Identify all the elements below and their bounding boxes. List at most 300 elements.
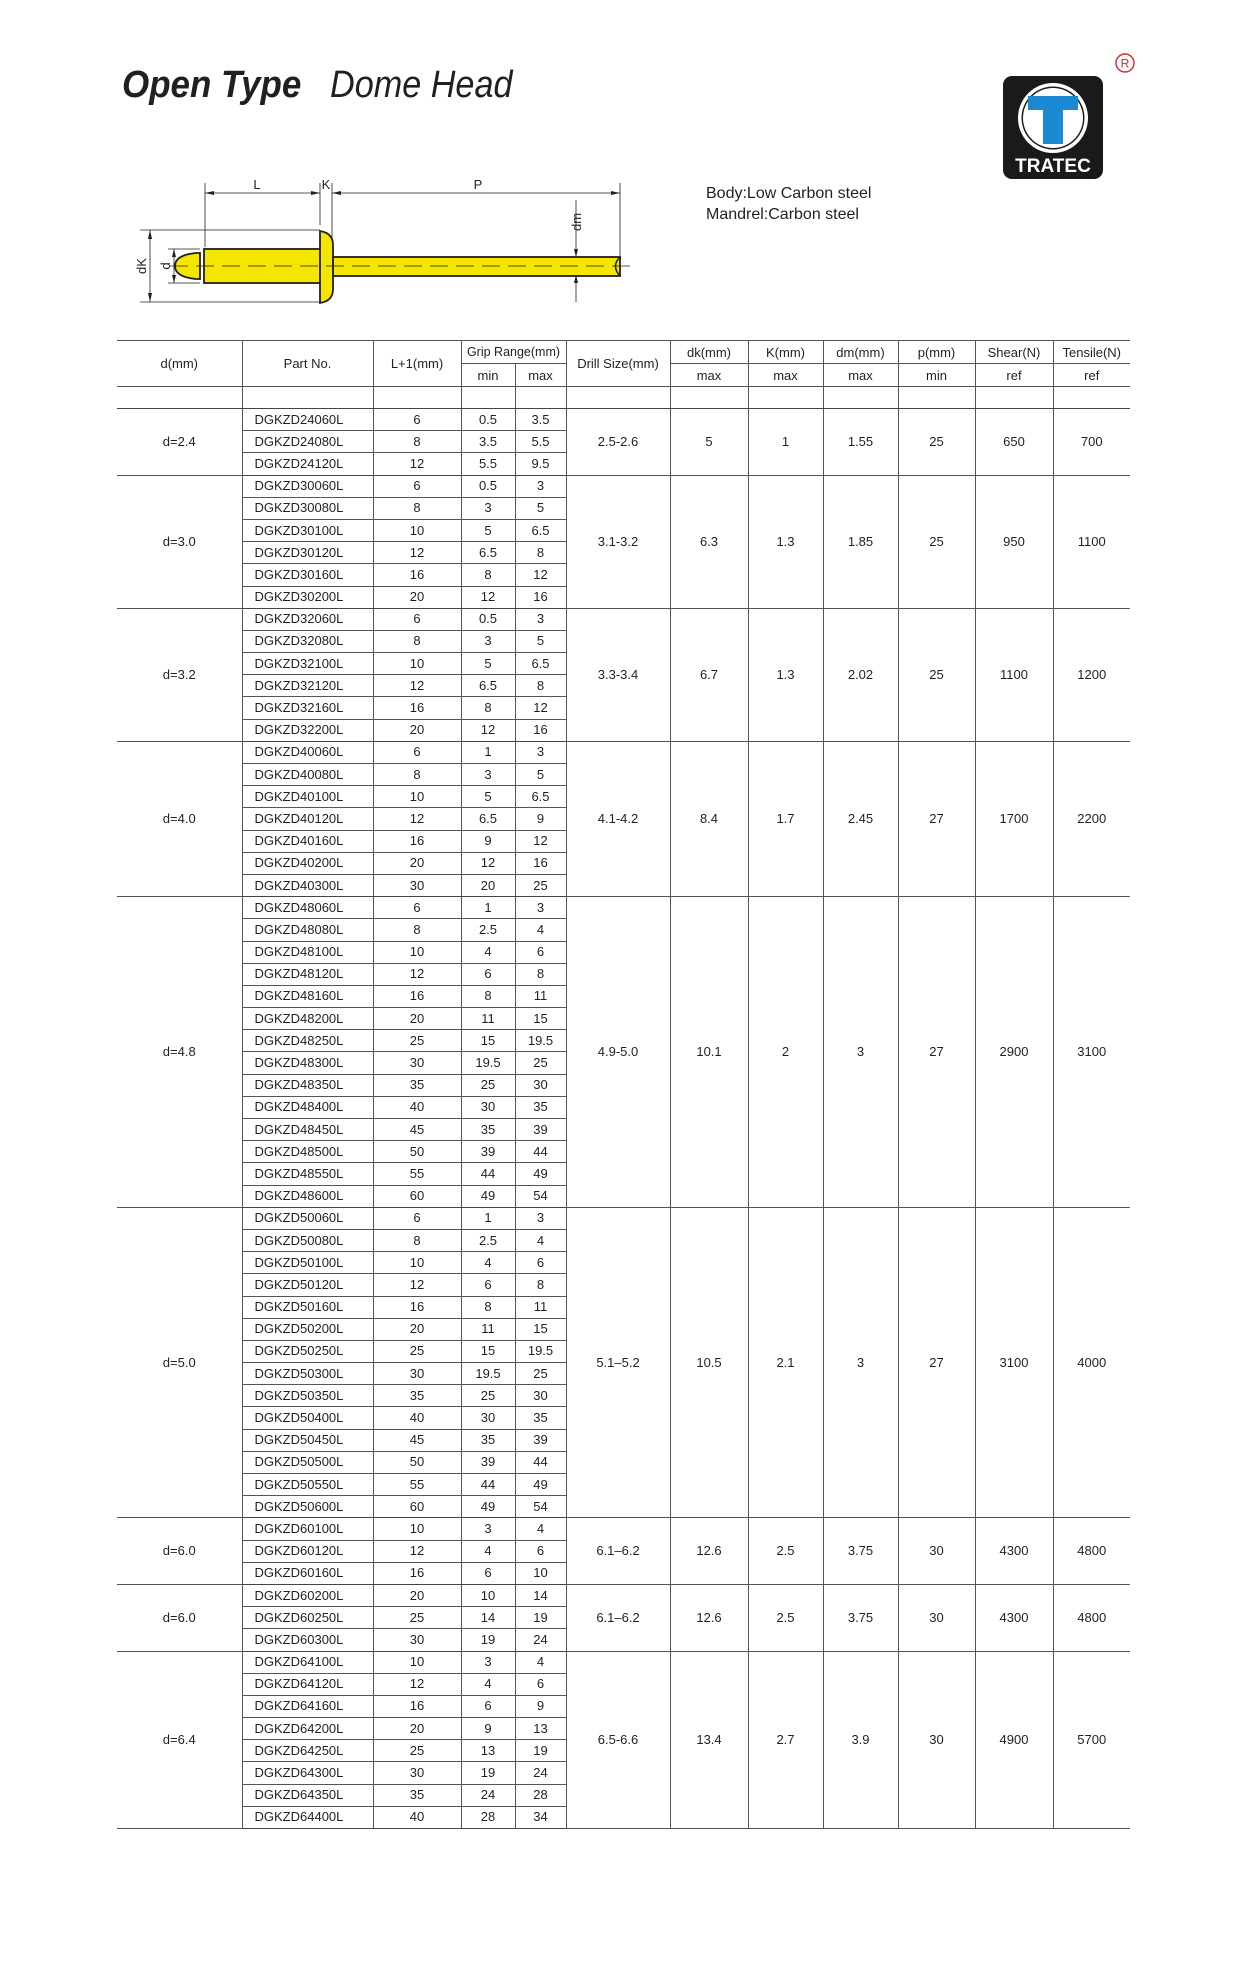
dk-cell: 12.6 — [670, 1584, 748, 1651]
drill-size-cell: 2.5-2.6 — [566, 409, 670, 476]
grip-min-cell: 2.5 — [461, 1229, 515, 1251]
length-cell: 20 — [373, 586, 461, 608]
k-cell: 1.3 — [748, 475, 823, 608]
grip-min-cell: 8 — [461, 564, 515, 586]
grip-min-cell: 5 — [461, 519, 515, 541]
grip-min-cell: 15 — [461, 1030, 515, 1052]
length-cell: 55 — [373, 1474, 461, 1496]
header-p: p(mm) — [898, 341, 975, 364]
grip-min-cell: 19 — [461, 1629, 515, 1651]
part-no-cell: DGKZD60160L — [242, 1562, 373, 1584]
grip-min-cell: 44 — [461, 1163, 515, 1185]
label-dk: dK — [134, 258, 149, 274]
length-cell: 8 — [373, 764, 461, 786]
label-l: L — [253, 177, 261, 192]
grip-min-cell: 6 — [461, 1695, 515, 1717]
part-no-cell: DGKZD50600L — [242, 1496, 373, 1518]
length-cell: 10 — [373, 519, 461, 541]
part-no-cell: DGKZD32080L — [242, 630, 373, 652]
grip-max-cell: 25 — [515, 1052, 566, 1074]
grip-min-cell: 4 — [461, 1673, 515, 1695]
part-no-cell: DGKZD30120L — [242, 542, 373, 564]
part-no-cell: DGKZD30100L — [242, 519, 373, 541]
materials-spec — [706, 183, 871, 225]
grip-min-cell: 19 — [461, 1762, 515, 1784]
registered-mark-text: R — [1120, 56, 1130, 71]
grip-max-cell: 6.5 — [515, 653, 566, 675]
grip-min-cell: 14 — [461, 1607, 515, 1629]
grip-min-cell: 5 — [461, 786, 515, 808]
header-k-max: max — [748, 364, 823, 387]
grip-min-cell: 6 — [461, 1274, 515, 1296]
grip-min-cell: 35 — [461, 1119, 515, 1141]
grip-min-cell: 25 — [461, 1385, 515, 1407]
part-no-cell: DGKZD50350L — [242, 1385, 373, 1407]
length-cell: 20 — [373, 1718, 461, 1740]
length-cell: 8 — [373, 431, 461, 453]
tratec-logo — [1003, 76, 1103, 179]
dm-cell: 2.02 — [823, 608, 898, 741]
dk-cell: 6.3 — [670, 475, 748, 608]
grip-max-cell: 5.5 — [515, 431, 566, 453]
tensile-cell: 4800 — [1053, 1518, 1130, 1585]
p-cell: 25 — [898, 475, 975, 608]
dm-cell: 2.45 — [823, 741, 898, 896]
grip-max-cell: 49 — [515, 1474, 566, 1496]
drill-size-cell: 3.1-3.2 — [566, 475, 670, 608]
part-no-cell: DGKZD50080L — [242, 1229, 373, 1251]
k-cell: 2 — [748, 897, 823, 1208]
length-cell: 12 — [373, 542, 461, 564]
dm-cell: 3 — [823, 897, 898, 1208]
grip-max-cell: 30 — [515, 1074, 566, 1096]
grip-max-cell: 6 — [515, 1540, 566, 1562]
grip-min-cell: 44 — [461, 1474, 515, 1496]
part-no-cell: DGKZD50120L — [242, 1274, 373, 1296]
grip-min-cell: 30 — [461, 1407, 515, 1429]
length-cell: 55 — [373, 1163, 461, 1185]
length-cell: 20 — [373, 1008, 461, 1030]
grip-max-cell: 11 — [515, 1296, 566, 1318]
length-cell: 6 — [373, 608, 461, 630]
diameter-cell: d=2.4 — [117, 409, 242, 476]
length-cell: 10 — [373, 653, 461, 675]
part-no-cell: DGKZD50250L — [242, 1340, 373, 1362]
header-dm: dm(mm) — [823, 341, 898, 364]
grip-min-cell: 11 — [461, 1008, 515, 1030]
grip-max-cell: 8 — [515, 1274, 566, 1296]
diameter-cell: d=6.4 — [117, 1651, 242, 1829]
blank-row — [117, 387, 1130, 409]
grip-max-cell: 16 — [515, 586, 566, 608]
length-cell: 45 — [373, 1429, 461, 1451]
grip-max-cell: 12 — [515, 830, 566, 852]
part-no-cell: DGKZD30200L — [242, 586, 373, 608]
grip-max-cell: 8 — [515, 542, 566, 564]
header-tensile: Tensile(N) — [1053, 341, 1130, 364]
grip-min-cell: 0.5 — [461, 475, 515, 497]
drill-size-cell: 6.5-6.6 — [566, 1651, 670, 1829]
length-cell: 8 — [373, 630, 461, 652]
length-cell: 25 — [373, 1030, 461, 1052]
length-cell: 30 — [373, 1052, 461, 1074]
diameter-cell: d=3.0 — [117, 475, 242, 608]
grip-min-cell: 6.5 — [461, 542, 515, 564]
part-no-cell: DGKZD64160L — [242, 1695, 373, 1717]
length-cell: 6 — [373, 897, 461, 919]
table-row — [117, 1518, 1130, 1540]
grip-max-cell: 34 — [515, 1806, 566, 1828]
length-cell: 12 — [373, 1673, 461, 1695]
header-k: K(mm) — [748, 341, 823, 364]
header-p-min: min — [898, 364, 975, 387]
table-row — [117, 1207, 1130, 1229]
k-cell: 2.5 — [748, 1518, 823, 1585]
dm-cell: 1.85 — [823, 475, 898, 608]
part-no-cell: DGKZD48160L — [242, 985, 373, 1007]
table-row — [117, 608, 1130, 630]
grip-max-cell: 14 — [515, 1584, 566, 1606]
part-no-cell: DGKZD24080L — [242, 431, 373, 453]
grip-max-cell: 5 — [515, 497, 566, 519]
length-cell: 10 — [373, 1252, 461, 1274]
length-cell: 6 — [373, 741, 461, 763]
part-no-cell: DGKZD64100L — [242, 1651, 373, 1673]
header-dm-max: max — [823, 364, 898, 387]
label-dm: dm — [569, 212, 584, 232]
length-cell: 10 — [373, 1651, 461, 1673]
diameter-cell: d=3.2 — [117, 608, 242, 741]
part-no-cell: DGKZD64300L — [242, 1762, 373, 1784]
grip-min-cell: 12 — [461, 852, 515, 874]
part-no-cell: DGKZD50450L — [242, 1429, 373, 1451]
label-p: P — [473, 177, 483, 192]
part-no-cell: DGKZD24060L — [242, 409, 373, 431]
length-cell: 10 — [373, 786, 461, 808]
grip-min-cell: 24 — [461, 1784, 515, 1806]
part-no-cell: DGKZD48060L — [242, 897, 373, 919]
grip-min-cell: 0.5 — [461, 608, 515, 630]
length-cell: 16 — [373, 830, 461, 852]
shear-cell: 1700 — [975, 741, 1053, 896]
grip-min-cell: 19.5 — [461, 1052, 515, 1074]
length-cell: 50 — [373, 1141, 461, 1163]
grip-max-cell: 6 — [515, 941, 566, 963]
drill-size-cell: 3.3-3.4 — [566, 608, 670, 741]
table-row — [117, 409, 1130, 431]
grip-min-cell: 19.5 — [461, 1363, 515, 1385]
k-cell: 1.7 — [748, 741, 823, 896]
part-no-cell: DGKZD48550L — [242, 1163, 373, 1185]
length-cell: 25 — [373, 1740, 461, 1762]
p-cell: 27 — [898, 897, 975, 1208]
grip-max-cell: 3 — [515, 608, 566, 630]
grip-max-cell: 24 — [515, 1762, 566, 1784]
grip-min-cell: 3.5 — [461, 431, 515, 453]
length-cell: 45 — [373, 1119, 461, 1141]
length-cell: 20 — [373, 1318, 461, 1340]
grip-max-cell: 6.5 — [515, 786, 566, 808]
length-cell: 12 — [373, 453, 461, 475]
length-cell: 35 — [373, 1385, 461, 1407]
grip-max-cell: 12 — [515, 697, 566, 719]
length-cell: 16 — [373, 1695, 461, 1717]
grip-max-cell: 30 — [515, 1385, 566, 1407]
part-no-cell: DGKZD32120L — [242, 675, 373, 697]
length-cell: 16 — [373, 564, 461, 586]
grip-max-cell: 16 — [515, 852, 566, 874]
spec-table — [117, 340, 1130, 1829]
grip-min-cell: 6.5 — [461, 808, 515, 830]
part-no-cell: DGKZD50400L — [242, 1407, 373, 1429]
grip-min-cell: 39 — [461, 1141, 515, 1163]
shear-cell: 2900 — [975, 897, 1053, 1208]
tensile-cell: 1100 — [1053, 475, 1130, 608]
shear-cell: 4300 — [975, 1584, 1053, 1651]
length-cell: 6 — [373, 475, 461, 497]
part-no-cell: DGKZD48600L — [242, 1185, 373, 1207]
p-cell: 27 — [898, 741, 975, 896]
dk-cell: 13.4 — [670, 1651, 748, 1829]
grip-max-cell: 35 — [515, 1407, 566, 1429]
grip-max-cell: 5 — [515, 764, 566, 786]
grip-max-cell: 12 — [515, 564, 566, 586]
grip-min-cell: 39 — [461, 1451, 515, 1473]
grip-min-cell: 4 — [461, 941, 515, 963]
header-row — [117, 341, 1130, 364]
grip-min-cell: 8 — [461, 985, 515, 1007]
p-cell: 30 — [898, 1651, 975, 1829]
length-cell: 25 — [373, 1340, 461, 1362]
part-no-cell: DGKZD60100L — [242, 1518, 373, 1540]
length-cell: 20 — [373, 719, 461, 741]
part-no-cell: DGKZD50160L — [242, 1296, 373, 1318]
k-cell: 2.1 — [748, 1207, 823, 1518]
grip-min-cell: 4 — [461, 1540, 515, 1562]
grip-max-cell: 28 — [515, 1784, 566, 1806]
part-no-cell: DGKZD48100L — [242, 941, 373, 963]
grip-max-cell: 3 — [515, 475, 566, 497]
part-no-cell: DGKZD64120L — [242, 1673, 373, 1695]
p-cell: 25 — [898, 409, 975, 476]
length-cell: 25 — [373, 1607, 461, 1629]
drill-size-cell: 4.1-4.2 — [566, 741, 670, 896]
grip-max-cell: 3 — [515, 741, 566, 763]
drill-size-cell: 6.1–6.2 — [566, 1518, 670, 1585]
brand-name: TRATEC — [1015, 156, 1091, 177]
header-grip-min: min — [461, 364, 515, 387]
table-row — [117, 1584, 1130, 1606]
part-no-cell: DGKZD60200L — [242, 1584, 373, 1606]
length-cell: 6 — [373, 409, 461, 431]
part-no-cell: DGKZD60250L — [242, 1607, 373, 1629]
shear-cell: 950 — [975, 475, 1053, 608]
grip-max-cell: 16 — [515, 719, 566, 741]
part-no-cell: DGKZD40200L — [242, 852, 373, 874]
table-row — [117, 897, 1130, 919]
grip-max-cell: 44 — [515, 1141, 566, 1163]
grip-min-cell: 15 — [461, 1340, 515, 1362]
part-no-cell: DGKZD30060L — [242, 475, 373, 497]
length-cell: 16 — [373, 985, 461, 1007]
header-length: L+1(mm) — [373, 341, 461, 387]
grip-max-cell: 54 — [515, 1496, 566, 1518]
dk-cell: 6.7 — [670, 608, 748, 741]
part-no-cell: DGKZD48080L — [242, 919, 373, 941]
part-no-cell: DGKZD48500L — [242, 1141, 373, 1163]
grip-min-cell: 6 — [461, 963, 515, 985]
part-no-cell: DGKZD40120L — [242, 808, 373, 830]
grip-max-cell: 8 — [515, 963, 566, 985]
part-no-cell: DGKZD48300L — [242, 1052, 373, 1074]
grip-max-cell: 9 — [515, 1695, 566, 1717]
length-cell: 8 — [373, 497, 461, 519]
grip-max-cell: 19.5 — [515, 1340, 566, 1362]
part-no-cell: DGKZD48200L — [242, 1008, 373, 1030]
length-cell: 12 — [373, 808, 461, 830]
header-part-no: Part No. — [242, 341, 373, 387]
grip-max-cell: 4 — [515, 1229, 566, 1251]
grip-max-cell: 11 — [515, 985, 566, 1007]
length-cell: 8 — [373, 919, 461, 941]
shear-cell: 3100 — [975, 1207, 1053, 1518]
k-cell: 2.7 — [748, 1651, 823, 1829]
grip-min-cell: 5 — [461, 653, 515, 675]
length-cell: 60 — [373, 1185, 461, 1207]
header-grip-range: Grip Range(mm) — [461, 341, 566, 364]
part-no-cell: DGKZD40100L — [242, 786, 373, 808]
p-cell: 25 — [898, 608, 975, 741]
grip-max-cell: 5 — [515, 630, 566, 652]
length-cell: 60 — [373, 1496, 461, 1518]
part-no-cell: DGKZD50100L — [242, 1252, 373, 1274]
rivet-diagram — [130, 165, 650, 310]
mandrel-material: Mandrel:Carbon steel — [706, 206, 859, 223]
grip-min-cell: 49 — [461, 1185, 515, 1207]
grip-max-cell: 8 — [515, 675, 566, 697]
grip-min-cell: 9 — [461, 1718, 515, 1740]
tensile-cell: 1200 — [1053, 608, 1130, 741]
tensile-cell: 4800 — [1053, 1584, 1130, 1651]
grip-min-cell: 12 — [461, 719, 515, 741]
tensile-cell: 2200 — [1053, 741, 1130, 896]
label-d: d — [158, 262, 173, 270]
grip-max-cell: 13 — [515, 1718, 566, 1740]
grip-max-cell: 39 — [515, 1119, 566, 1141]
length-cell: 30 — [373, 874, 461, 896]
part-no-cell: DGKZD48250L — [242, 1030, 373, 1052]
header-tensile-ref: ref — [1053, 364, 1130, 387]
grip-min-cell: 3 — [461, 630, 515, 652]
grip-min-cell: 3 — [461, 764, 515, 786]
grip-max-cell: 4 — [515, 1518, 566, 1540]
diameter-cell: d=4.0 — [117, 741, 242, 896]
part-no-cell: DGKZD32060L — [242, 608, 373, 630]
shear-cell: 650 — [975, 409, 1053, 476]
p-cell: 30 — [898, 1584, 975, 1651]
grip-min-cell: 30 — [461, 1096, 515, 1118]
length-cell: 12 — [373, 963, 461, 985]
grip-min-cell: 35 — [461, 1429, 515, 1451]
tensile-cell: 3100 — [1053, 897, 1130, 1208]
grip-min-cell: 1 — [461, 741, 515, 763]
grip-min-cell: 1 — [461, 1207, 515, 1229]
table-row — [117, 741, 1130, 763]
length-cell: 16 — [373, 1562, 461, 1584]
grip-min-cell: 4 — [461, 1252, 515, 1274]
grip-min-cell: 3 — [461, 1651, 515, 1673]
grip-max-cell: 24 — [515, 1629, 566, 1651]
grip-max-cell: 19.5 — [515, 1030, 566, 1052]
grip-max-cell: 10 — [515, 1562, 566, 1584]
tensile-cell: 700 — [1053, 409, 1130, 476]
drill-size-cell: 4.9-5.0 — [566, 897, 670, 1208]
grip-min-cell: 13 — [461, 1740, 515, 1762]
dm-cell: 1.55 — [823, 409, 898, 476]
grip-max-cell: 6 — [515, 1252, 566, 1274]
p-cell: 27 — [898, 1207, 975, 1518]
body-material: Body:Low Carbon steel — [706, 185, 872, 202]
part-no-cell: DGKZD50500L — [242, 1451, 373, 1473]
part-no-cell: DGKZD40160L — [242, 830, 373, 852]
length-cell: 10 — [373, 1518, 461, 1540]
grip-max-cell: 25 — [515, 1363, 566, 1385]
part-no-cell: DGKZD50550L — [242, 1474, 373, 1496]
tensile-cell: 5700 — [1053, 1651, 1130, 1829]
length-cell: 30 — [373, 1363, 461, 1385]
title-dome-head: Dome Head — [330, 64, 513, 106]
grip-max-cell: 35 — [515, 1096, 566, 1118]
part-no-cell: DGKZD64350L — [242, 1784, 373, 1806]
rivet-dome-head — [320, 231, 333, 303]
length-cell: 16 — [373, 697, 461, 719]
grip-max-cell: 4 — [515, 1651, 566, 1673]
length-cell: 30 — [373, 1629, 461, 1651]
grip-max-cell: 44 — [515, 1451, 566, 1473]
length-cell: 12 — [373, 1540, 461, 1562]
header-dk: dk(mm) — [670, 341, 748, 364]
grip-min-cell: 6.5 — [461, 675, 515, 697]
dm-cell: 3.9 — [823, 1651, 898, 1829]
grip-min-cell: 8 — [461, 1296, 515, 1318]
grip-min-cell: 11 — [461, 1318, 515, 1340]
grip-max-cell: 19 — [515, 1607, 566, 1629]
dm-cell: 3.75 — [823, 1518, 898, 1585]
header-drill-size: Drill Size(mm) — [566, 341, 670, 387]
length-cell: 20 — [373, 1584, 461, 1606]
k-cell: 1 — [748, 409, 823, 476]
part-no-cell: DGKZD30160L — [242, 564, 373, 586]
grip-max-cell: 3 — [515, 1207, 566, 1229]
part-no-cell: DGKZD60120L — [242, 1540, 373, 1562]
length-cell: 12 — [373, 675, 461, 697]
length-cell: 40 — [373, 1407, 461, 1429]
part-no-cell: DGKZD24120L — [242, 453, 373, 475]
length-cell: 35 — [373, 1784, 461, 1806]
title-open-type: Open Type — [122, 64, 302, 106]
dk-cell: 8.4 — [670, 741, 748, 896]
length-cell: 20 — [373, 852, 461, 874]
registered-trademark-icon — [1114, 52, 1136, 74]
grip-max-cell: 3 — [515, 897, 566, 919]
part-no-cell: DGKZD50060L — [242, 1207, 373, 1229]
dk-cell: 10.5 — [670, 1207, 748, 1518]
dk-cell: 5 — [670, 409, 748, 476]
label-k: K — [321, 177, 331, 192]
table-row — [117, 1651, 1130, 1673]
part-no-cell: DGKZD48450L — [242, 1119, 373, 1141]
grip-max-cell: 9.5 — [515, 453, 566, 475]
